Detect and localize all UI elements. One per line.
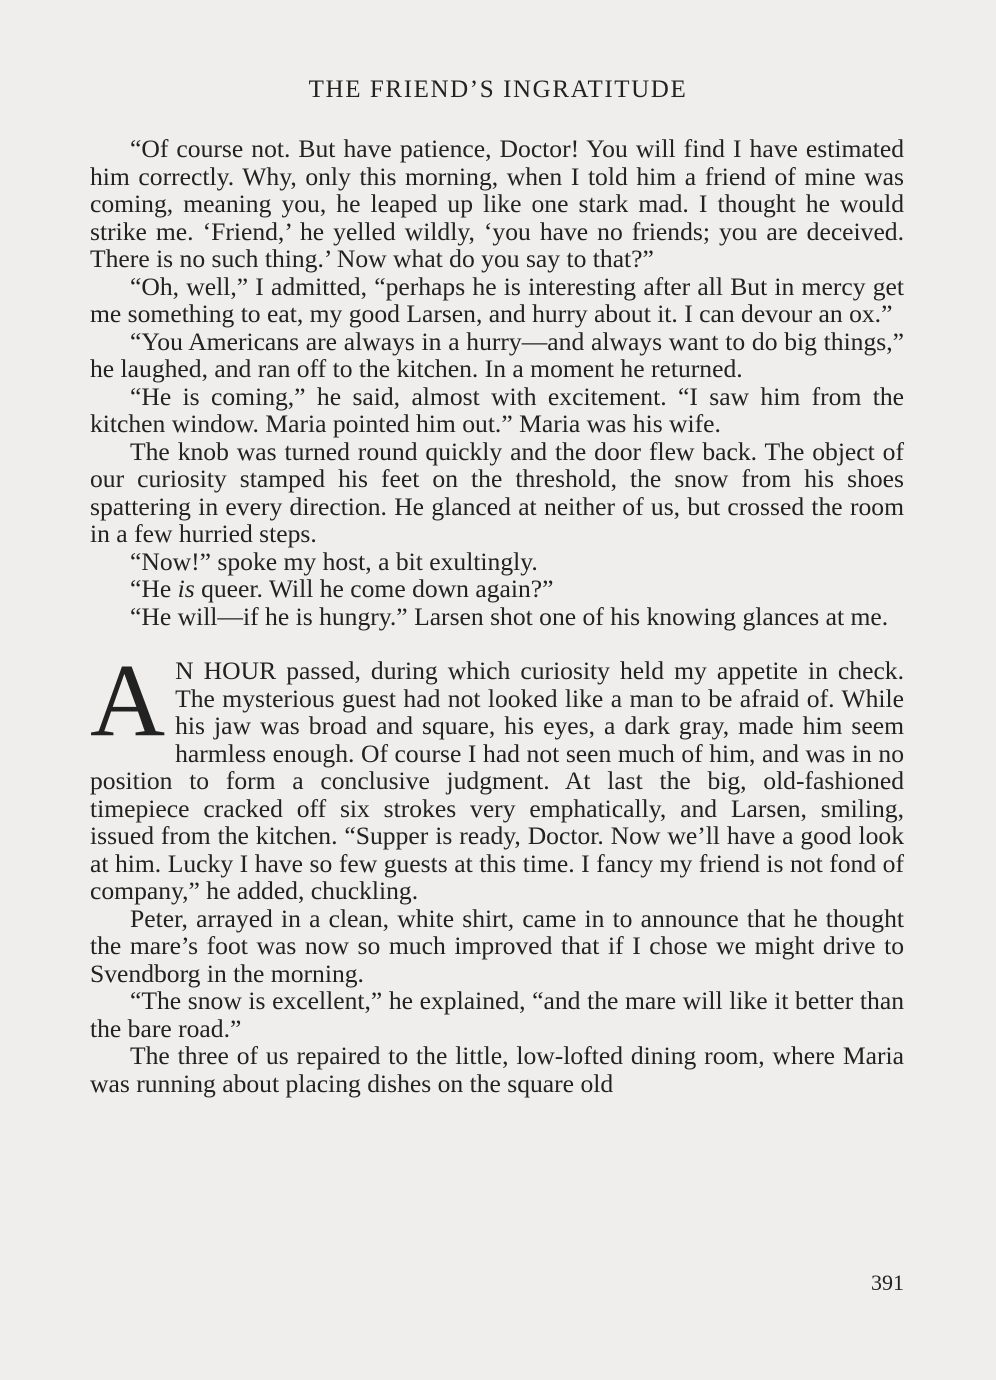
drop-cap: A — [90, 643, 166, 758]
page-number: 391 — [871, 1270, 904, 1295]
italic-emphasis: is — [177, 574, 195, 603]
running-title: THE FRIEND’S INGRATITUDE — [308, 76, 688, 103]
paragraph: “Of course not. But have patience, Doctor! You will find I have estimated him correctly. Why, only this morning, when I told him a friend of mine was coming, meaning you, he leaped up like one stark mad. I thought he would strike me. ‘Friend,’ he yelled wildly, ‘you have no friends; you are deceived. There is no such thing.’ Now what do you say to that?” — [90, 134, 904, 273]
text-run: queer. Will he come down again?” — [194, 574, 554, 603]
paragraph: Peter, arrayed in a clean, white shirt, came in to announce that he thought the mare’s foot was now so much improved that if I chose we might drive to Svendborg in the morning. — [90, 903, 904, 988]
paragraph: “You Americans are always in a hurry—and always want to do big things,” he laughed, and ran off to the kitchen. In a moment he returned. — [90, 326, 904, 383]
paragraph: The three of us repaired to the little, low-lofted dining room, where Maria was running about placing dishes on the square old — [90, 1041, 904, 1098]
paragraph: “The snow is excellent,” he explained, “and the mare will like it better than the bare road.” — [90, 986, 904, 1043]
body-text — [90, 135, 904, 1097]
paragraph: “He is coming,” he said, almost with excitement. “I saw him from the kitchen window. Maria pointed him out.” Maria was his wife. — [90, 381, 904, 438]
section-opening-paragraph — [90, 643, 904, 905]
paragraph: The knob was turned round quickly and the door flew back. The object of our curiosity stamped his feet on the threshold, the snow from his shoes spattering in every direction. He glanced at neither of us, but crossed the room in a few hurried steps. — [90, 436, 904, 548]
text-run: “He — [130, 574, 178, 603]
paragraph: “Oh, well,” I admitted, “perhaps he is interesting after all But in mercy get me something to eat, my good Larsen, and hurry about it. I can devour an ox.” — [90, 271, 904, 328]
paragraph: “Now!” spoke my host, a bit exultingly. — [130, 546, 538, 576]
paragraph: “He will—if he is hungry.” Larsen shot one of his knowing glances at me. — [130, 601, 889, 631]
text-run: N HOUR passed, during which curiosity held my appetite in check. The mysterious guest had not looked like a man to be afraid of. While his jaw was broad and square, his eyes, a dark gray, made him seem harmless enough. Of course I had not seen much of him, and was in no position to form a conclusive judgment. At last the big, old-fashioned timepiece cracked off six strokes very emphatically, and Larsen, smiling, issued from the kitchen. “Supper is ready, Doctor. Now we’ll have a good look at him. Lucky I have so few guests at this time. I fancy my friend is not fond of company,” he added, chuckling. — [90, 656, 904, 905]
section-break — [90, 643, 904, 1098]
paragraph — [90, 575, 904, 603]
